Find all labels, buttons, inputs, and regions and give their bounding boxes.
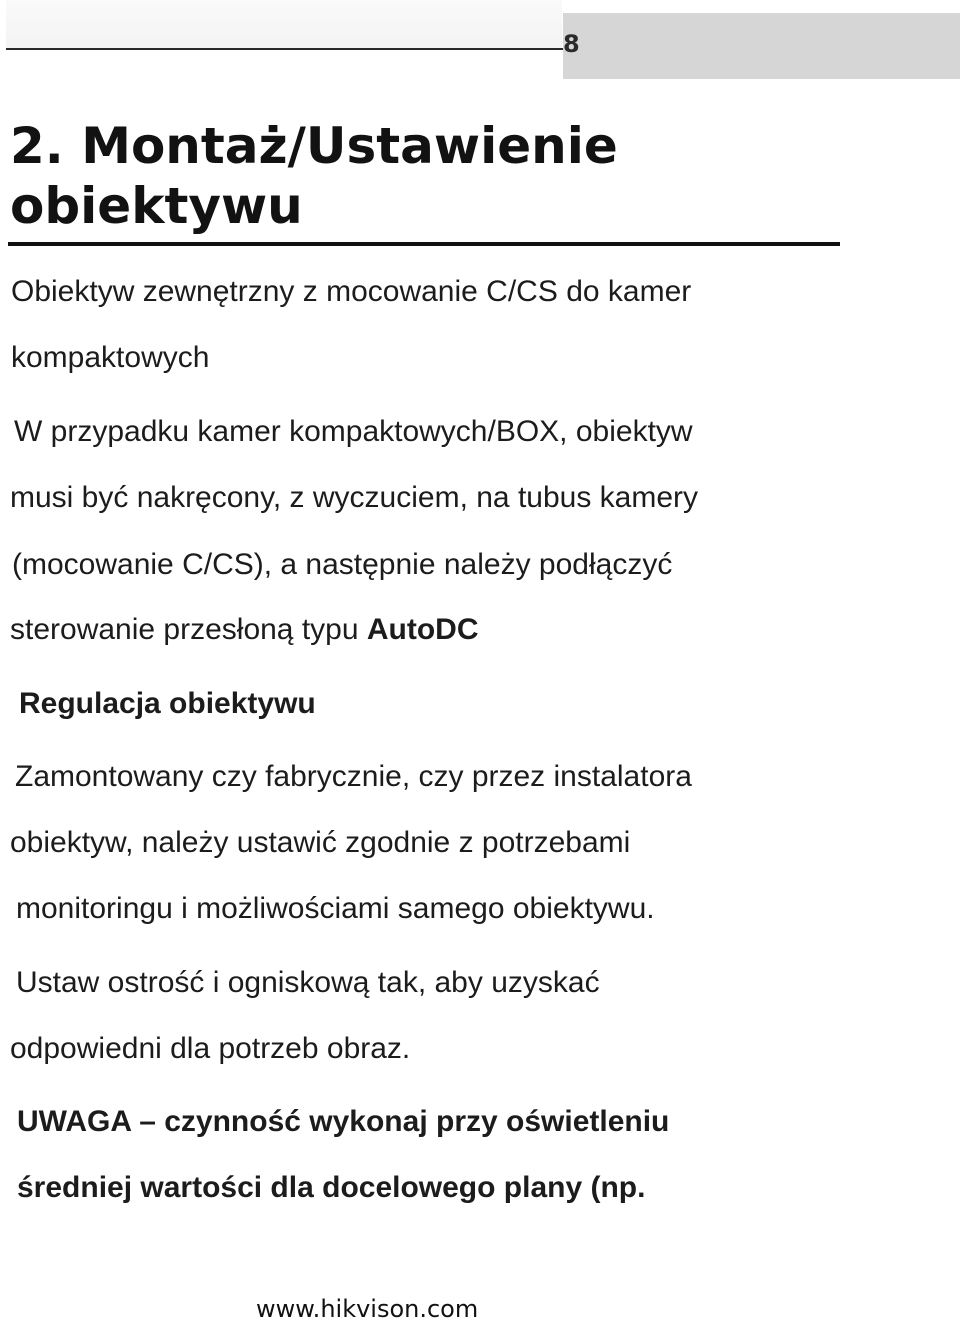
footer-url: www.hikvison.com [256,1295,479,1323]
title-underline [8,242,840,246]
paragraph-2-line-1: Zamontowany czy fabrycznie, czy przez instalatora [15,760,692,793]
page-number: 8 [563,30,580,58]
paragraph-3-line-2: odpowiedni dla potrzeb obraz. [10,1032,411,1065]
paragraph-1-line-3: (mocowanie C/CS), a następnie należy podłączyć [12,548,673,581]
section-heading-line-2: kompaktowych [11,341,210,374]
page-number-box [563,13,960,79]
warning-line-1: UWAGA – czynność wykonaj przy oświetleniu [17,1105,670,1138]
autodc-term: AutoDC [366,613,479,646]
page-title-line-1: 2. Montaż/Ustawienie [10,117,618,175]
paragraph-2-line-2: obiektyw, należy ustawić zgodnie z potrzebami [10,826,631,859]
page-title [10,116,840,236]
paragraph-1-line-2: musi być nakręcony, z wyczuciem, na tubus kamery [10,481,699,514]
paragraph-1-line-4-text: sterowanie przesłoną typu [10,613,367,646]
page-title-line-2: obiektywu [10,177,303,235]
paragraph-1-line-1: W przypadku kamer kompaktowych/BOX, obiektyw [14,415,693,448]
warning-line-2: średniej wartości dla docelowego plany (np. [17,1171,646,1204]
section-heading-line-1: Obiektyw zewnętrzny z mocowanie C/CS do kamer [11,275,692,308]
header-bar [6,0,562,50]
paragraph-2-line-3: monitoringu i możliwościami samego obiektywu. [16,892,655,925]
paragraph-1-line-4 [10,612,479,648]
paragraph-3-line-1: Ustaw ostrość i ogniskową tak, aby uzyskać [16,966,600,999]
subsection-heading: Regulacja obiektywu [19,687,316,720]
